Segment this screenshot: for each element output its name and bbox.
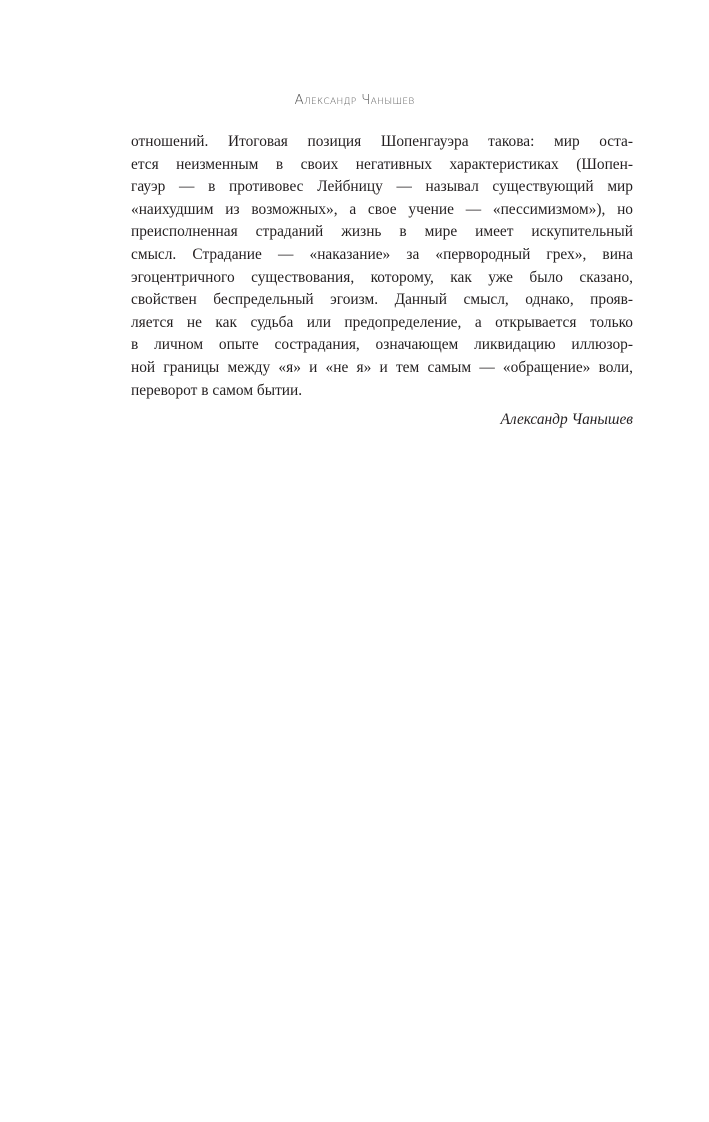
text-line: эгоцентричного существования, которому, как уже было сказано,	[131, 268, 633, 286]
running-header: Александр Чанышев	[294, 92, 415, 108]
body-paragraph	[131, 131, 633, 402]
text-line: ляется не как судьба или предопределение, а открывается только	[131, 313, 633, 331]
text-line: в личном опыте сострадания, означающем ликвидацию иллюзор-	[131, 336, 633, 354]
text-line: преисполненная страданий жизнь в мире имеет искупительный	[131, 223, 633, 241]
text-line: гауэр — в противовес Лейбницу — называл существующий мир	[131, 178, 633, 196]
text-line: переворот в самом бытии.	[131, 381, 303, 399]
author-signature: Александр Чанышев	[500, 411, 633, 428]
text-line: «наихудшим из возможных», а свое учение — «пессимизмом»), но	[131, 200, 633, 218]
text-line: отношений. Итоговая позиция Шопенгауэра такова: мир оста-	[131, 133, 633, 150]
text-line: смысл. Страдание — «наказание» за «первородный грех», вина	[131, 245, 633, 263]
text-line: ной границы между «я» и «не я» и тем самым — «обращение» воли,	[131, 358, 633, 376]
text-line: свойствен беспредельный эгоизм. Данный смысл, однако, прояв-	[131, 291, 633, 309]
text-line: ется неизменным в своих негативных характеристиках (Шопен-	[131, 155, 633, 173]
